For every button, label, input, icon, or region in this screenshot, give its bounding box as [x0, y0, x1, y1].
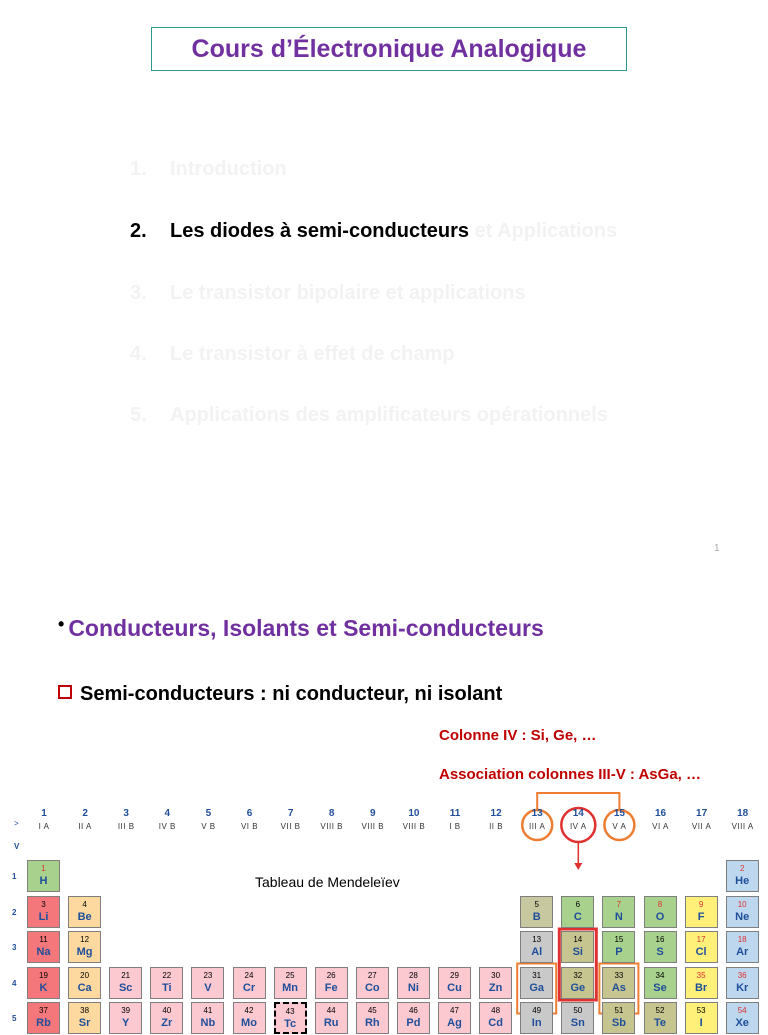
element-symbol: Ne [735, 910, 750, 923]
atomic-number: 43 [285, 1007, 295, 1016]
group-number: 14 [572, 808, 584, 819]
atomic-number: 6 [575, 899, 581, 909]
element-cell [191, 967, 224, 999]
group-number: 16 [654, 808, 667, 819]
period-label: 4 [12, 978, 17, 988]
element-cell [438, 1002, 471, 1034]
atomic-number: 44 [326, 1006, 336, 1015]
atomic-number: 18 [737, 935, 747, 944]
element-cell [27, 860, 60, 892]
atomic-number: 34 [655, 970, 665, 980]
element-symbol: Cd [488, 1017, 503, 1029]
group-number: 5 [205, 808, 212, 819]
element-cell [27, 967, 60, 999]
element-symbol: Ti [162, 981, 172, 994]
agenda-item-2 [130, 220, 617, 243]
agenda-item-number: 5. [130, 404, 147, 426]
atomic-number: 50 [573, 1006, 583, 1015]
atomic-number: 39 [121, 1006, 131, 1015]
period-label: 3 [12, 943, 17, 952]
atomic-number: 46 [408, 1006, 418, 1015]
element-cell [27, 1002, 60, 1034]
element-symbol: Rb [36, 1017, 51, 1029]
element-symbol: Ru [323, 1017, 339, 1029]
group-roman-label: VIII B [320, 822, 343, 831]
element-cell [68, 931, 101, 963]
element-symbol: B [532, 910, 541, 923]
atomic-number: 15 [614, 935, 624, 944]
group-number: 17 [696, 808, 708, 819]
group-roman-label: II B [489, 822, 504, 831]
element-cell [150, 967, 183, 999]
atomic-number: 27 [367, 970, 377, 980]
element-cell [644, 931, 677, 963]
element-symbol: Zr [161, 1017, 173, 1029]
element-cell [561, 1002, 594, 1034]
agenda-item-number: 3. [130, 282, 147, 304]
element-symbol: Cu [447, 981, 462, 994]
group-roman-label: VI A [652, 822, 669, 831]
element-cell [602, 1002, 635, 1034]
group-roman-label: VIII A [731, 822, 754, 831]
atomic-number: 21 [121, 970, 131, 980]
atomic-number: 9 [698, 899, 704, 909]
element-symbol: S [656, 946, 664, 958]
element-symbol: Xe [735, 1017, 749, 1029]
element-cell [356, 967, 389, 999]
element-symbol: Y [122, 1017, 130, 1029]
atomic-number: 45 [367, 1006, 377, 1015]
group-roman-label: I B [449, 822, 461, 831]
element-symbol: Zn [488, 981, 503, 994]
group-roman-label: VI B [240, 822, 259, 831]
group-number: 12 [490, 808, 502, 819]
element-symbol: N [614, 910, 623, 923]
element-cell [233, 967, 266, 999]
group-roman-label: VII B [280, 822, 301, 831]
element-cell [68, 967, 101, 999]
element-symbol: Rh [364, 1017, 380, 1029]
element-cell [726, 1002, 759, 1034]
element-symbol: Na [36, 946, 51, 958]
element-cell [274, 967, 307, 999]
element-symbol: Ge [570, 981, 586, 994]
element-symbol: Sb [611, 1017, 626, 1029]
element-symbol: Si [572, 946, 583, 958]
group-roman-label: IV A [569, 822, 587, 831]
atomic-number: 25 [285, 970, 295, 980]
agenda-item-1 [130, 158, 287, 181]
element-symbol: K [39, 981, 48, 994]
element-cell [520, 967, 553, 999]
element-symbol: O [655, 910, 665, 923]
element-symbol: Se [653, 981, 667, 994]
agenda-item-number: 1. [130, 158, 147, 180]
atomic-number: 52 [655, 1006, 665, 1015]
left-mark-top: > [14, 819, 19, 828]
period-label: 2 [12, 907, 17, 917]
element-symbol: Ar [736, 946, 749, 958]
atomic-number: 33 [614, 970, 624, 980]
element-cell [520, 896, 553, 928]
table-title: Tableau de Mendeleïev [255, 874, 400, 890]
element-symbol: Mg [76, 946, 93, 958]
sub-heading-text: Semi-conducteurs : ni conducteur, ni isolant [80, 683, 503, 705]
agenda-item-suffix: et Applications [468, 220, 618, 242]
atomic-number: 26 [326, 970, 336, 980]
element-symbol: C [573, 910, 582, 923]
element-cell [561, 967, 594, 999]
atomic-number: 3 [41, 899, 46, 909]
element-cell [109, 967, 142, 999]
group-number: 15 [613, 808, 625, 819]
group-number: 6 [246, 808, 253, 819]
atomic-number: 4 [82, 899, 87, 909]
element-symbol: Ga [529, 981, 545, 994]
agenda-item-3 [130, 282, 526, 305]
bullet-icon: • [58, 614, 65, 634]
element-cell [726, 860, 759, 892]
atomic-number: 30 [491, 970, 501, 980]
atomic-number: 7 [616, 899, 622, 909]
atomic-number: 37 [39, 1006, 48, 1015]
element-symbol: Al [531, 946, 543, 958]
group-number: 18 [737, 808, 749, 819]
agenda-item-5 [130, 404, 608, 427]
element-cell [68, 896, 101, 928]
group-roman-label: V A [612, 822, 627, 831]
atomic-number: 16 [655, 935, 665, 944]
element-symbol: In [531, 1017, 542, 1029]
atomic-number: 36 [737, 970, 747, 980]
atomic-number: 40 [162, 1006, 172, 1015]
atomic-number: 54 [737, 1006, 747, 1015]
checkbox-bullet-icon [58, 685, 72, 699]
atomic-number: 13 [532, 935, 542, 944]
element-cell [315, 1002, 348, 1034]
atomic-number: 24 [244, 970, 254, 980]
sub-heading [58, 683, 502, 706]
atomic-number: 47 [450, 1006, 459, 1015]
element-cell [644, 1002, 677, 1034]
element-cell [685, 896, 718, 928]
atomic-number: 53 [696, 1006, 706, 1015]
atomic-number: 12 [80, 935, 90, 944]
element-cell [479, 1002, 512, 1034]
element-symbol: Ag [447, 1017, 462, 1029]
agenda-item-number: 4. [130, 343, 147, 365]
group-roman-label: II A [78, 822, 92, 831]
element-cell [191, 1002, 224, 1034]
group-number: 8 [328, 808, 335, 819]
element-cell [479, 967, 512, 999]
atomic-number: 41 [203, 1006, 213, 1015]
element-cell [356, 1002, 389, 1034]
element-symbol: Co [364, 981, 380, 994]
atomic-number: 11 [39, 935, 48, 944]
note-iii-v: Association colonnes III-V : AsGa, … [439, 766, 701, 783]
element-symbol: Sn [570, 1017, 585, 1029]
element-symbol: Kr [736, 981, 749, 994]
slide-title: Cours d’Électronique Analogique [151, 27, 627, 71]
element-symbol: Pd [406, 1017, 421, 1029]
atomic-number: 35 [696, 970, 706, 980]
element-cell [726, 967, 759, 999]
element-cell [150, 1002, 183, 1034]
section-heading [58, 615, 544, 642]
group-number: 2 [82, 808, 88, 819]
atomic-number: 14 [573, 935, 583, 944]
element-symbol: Be [77, 910, 92, 923]
element-symbol: Mo [241, 1017, 257, 1029]
element-symbol: Cr [242, 981, 256, 994]
element-symbol: He [735, 875, 750, 887]
group-roman-label: III B [117, 822, 135, 831]
group-roman-label: VII A [691, 822, 712, 831]
element-symbol: Li [38, 910, 49, 923]
agenda-item-text: Le transistor à effet de champ [170, 343, 455, 365]
group-number: 10 [408, 808, 420, 819]
group-number: 4 [164, 808, 171, 819]
element-symbol: Br [694, 981, 708, 994]
atomic-number: 2 [739, 864, 745, 873]
atomic-number: 38 [80, 1006, 90, 1015]
section-heading-text: Conducteurs, Isolants et Semi-conducteurs [68, 615, 544, 641]
group-roman-label: VIII B [361, 822, 385, 831]
element-cell [109, 1002, 142, 1034]
element-cell [685, 1002, 718, 1034]
arrow-head-icon [574, 863, 582, 870]
group-number: 3 [123, 808, 129, 819]
atomic-number: 28 [408, 970, 418, 980]
note-column-iv: Colonne IV : Si, Ge, … [439, 727, 597, 744]
atomic-number: 10 [737, 899, 747, 909]
element-cell [561, 896, 594, 928]
group-number: 7 [287, 808, 294, 819]
group-number: 13 [531, 808, 543, 819]
element-cell [685, 967, 718, 999]
agenda-item-text: Le transistor bipolaire et applications [170, 282, 526, 304]
element-symbol: H [39, 875, 48, 887]
element-cell [68, 1002, 101, 1034]
slide-2 [0, 580, 768, 1030]
atomic-number: 22 [162, 970, 172, 980]
agenda-item-number: 2. [130, 220, 147, 242]
atomic-number: 32 [573, 970, 583, 980]
atomic-number: 51 [614, 1006, 624, 1015]
group-number: 9 [370, 808, 376, 819]
element-symbol: Te [653, 1017, 667, 1029]
element-symbol: Nb [200, 1017, 216, 1029]
agenda-item-text: Introduction [170, 158, 287, 180]
element-symbol: V [204, 981, 212, 994]
atomic-number: 29 [450, 970, 459, 980]
left-mark-v: V [14, 842, 20, 851]
element-symbol: Mn [282, 981, 299, 994]
group-roman-label: I A [38, 822, 50, 831]
element-symbol: Sr [78, 1017, 91, 1029]
periodic-table [0, 805, 768, 1035]
element-symbol: F [697, 910, 705, 923]
atomic-number: 19 [39, 970, 48, 980]
element-symbol: As [611, 981, 626, 994]
page-number: 1 [714, 543, 720, 554]
element-cell [644, 896, 677, 928]
agenda-item-4 [130, 343, 455, 366]
element-cell [602, 896, 635, 928]
element-symbol: I [699, 1017, 703, 1029]
element-cell [438, 967, 471, 999]
element-cell [397, 1002, 430, 1034]
atomic-number: 31 [532, 970, 542, 980]
group-number: 11 [449, 808, 461, 819]
atomic-number: 1 [41, 864, 46, 873]
group-roman-label: VIII B [402, 822, 426, 831]
element-cell [397, 967, 430, 999]
element-symbol: Cl [695, 946, 707, 958]
agenda-item-text: Applications des amplificateurs opérationnels [170, 404, 608, 426]
atomic-number: 17 [696, 935, 706, 944]
element-cell [520, 931, 553, 963]
atomic-number: 23 [203, 970, 213, 980]
element-cell [644, 967, 677, 999]
element-symbol: P [615, 946, 623, 958]
element-cell [274, 1002, 307, 1034]
element-cell [27, 896, 60, 928]
element-cell [233, 1002, 266, 1034]
group-roman-label: V B [201, 822, 216, 831]
group-number: 1 [41, 808, 47, 819]
element-cell [602, 931, 635, 963]
element-cell [315, 967, 348, 999]
atomic-number: 48 [491, 1006, 501, 1015]
element-symbol: Fe [324, 981, 338, 994]
group-roman-label: III A [529, 822, 546, 831]
element-symbol: Ni [407, 981, 419, 994]
period-label: 5 [12, 1014, 17, 1023]
atomic-number: 49 [532, 1006, 542, 1015]
element-cell [520, 1002, 553, 1034]
group-roman-label: IV B [158, 822, 176, 831]
agenda-item-text: Les diodes à semi-conducteurs [170, 220, 469, 242]
element-cell [27, 931, 60, 963]
atomic-number: 20 [80, 970, 90, 980]
element-cell [602, 967, 635, 999]
element-cell [685, 931, 718, 963]
element-symbol: Sc [118, 981, 133, 994]
atomic-number: 8 [657, 899, 663, 909]
element-symbol: Ca [77, 981, 92, 994]
atomic-number: 5 [534, 899, 539, 909]
atomic-number: 42 [244, 1006, 254, 1015]
period-label: 1 [12, 872, 17, 881]
element-cell [561, 931, 594, 963]
element-cell [726, 931, 759, 963]
element-symbol: Tc [284, 1018, 297, 1030]
element-cell [726, 896, 759, 928]
